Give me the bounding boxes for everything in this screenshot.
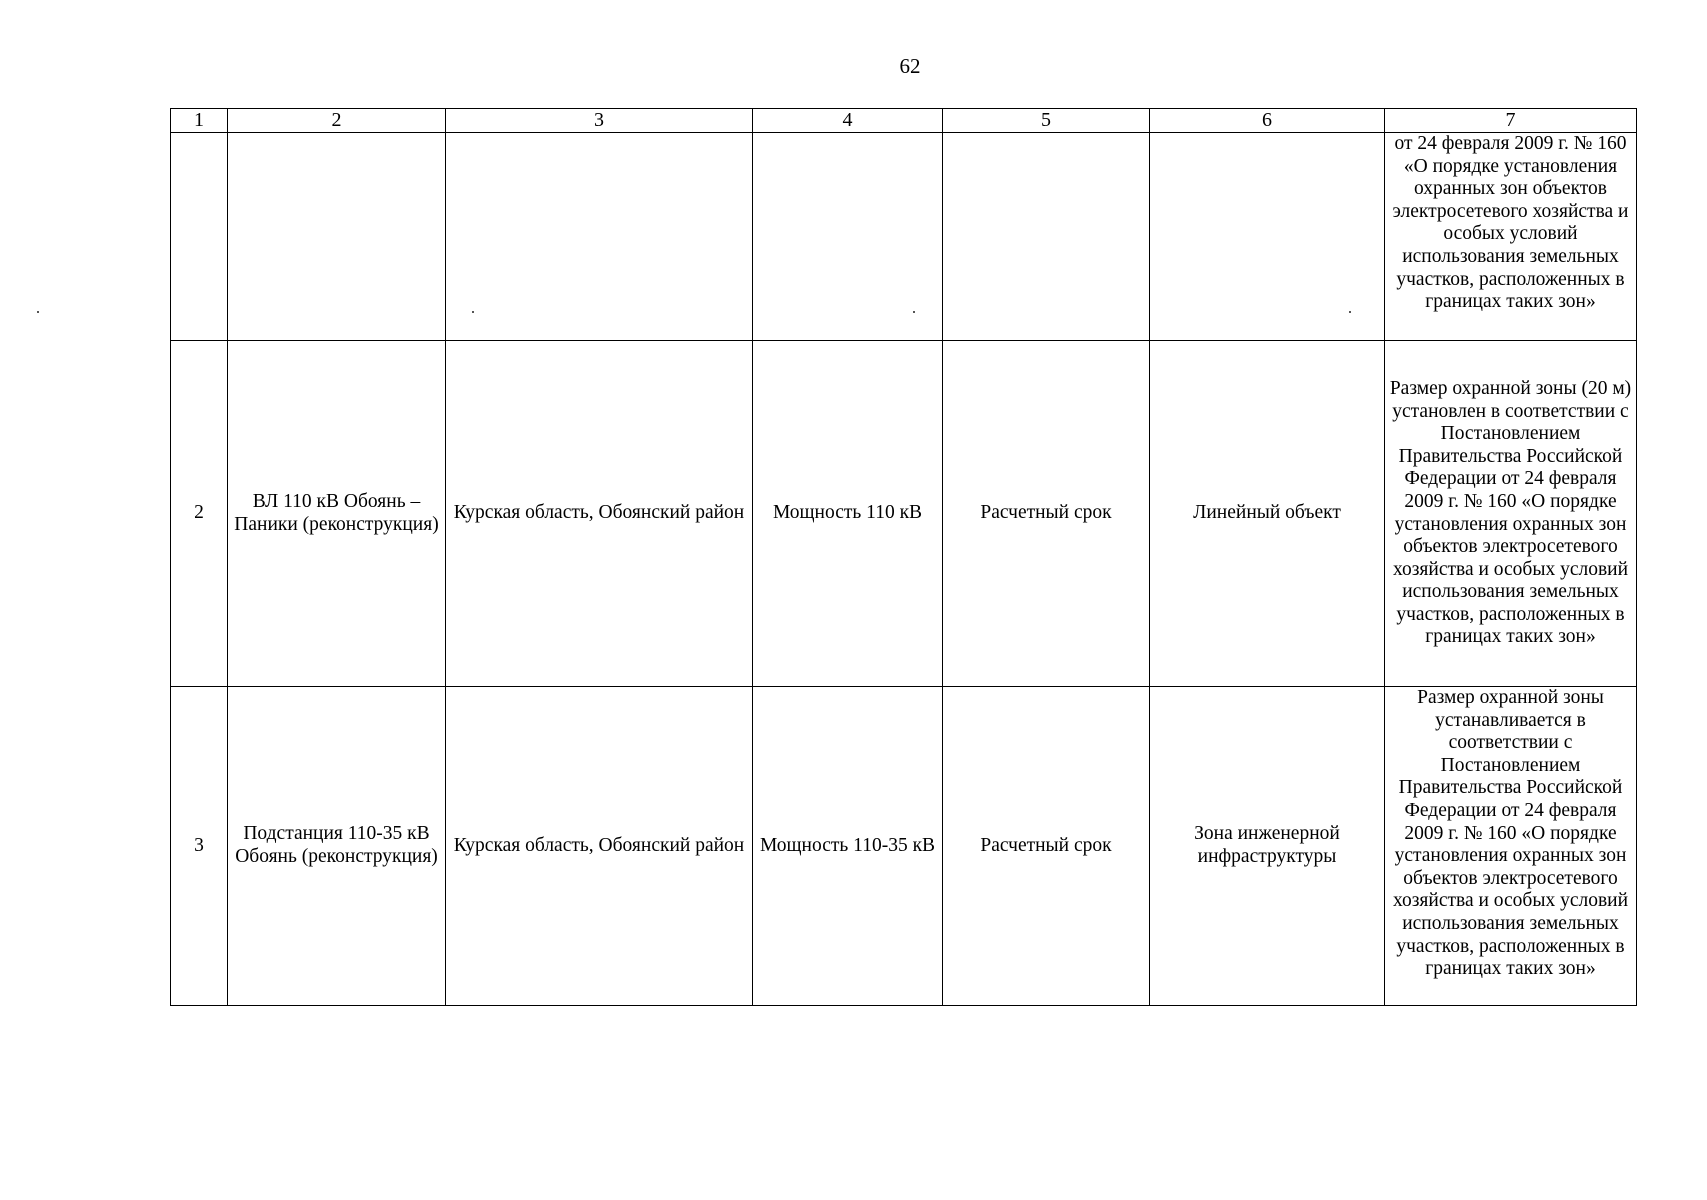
cell-name: Подстанция 110-35 кВ Обоянь (реконструкция) [228, 687, 446, 1006]
cell-capacity: Мощность 110-35 кВ [753, 687, 943, 1006]
column-number-3: 3 [446, 109, 753, 133]
column-number-2: 2 [228, 109, 446, 133]
cell-capacity: Мощность 110 кВ [753, 341, 943, 687]
cell-note: от 24 февраля 2009 г. № 160 «О порядке установления охранных зон объектов электросетевого хозяйства и особых условий использования земельных участков, расположенных в границах таких зон» [1385, 133, 1637, 341]
scan-speck [1349, 311, 1351, 313]
cell-term: Расчетный срок [943, 341, 1150, 687]
table-row-continuation [171, 133, 1637, 341]
page-number: 62 [899, 54, 921, 78]
column-number-4: 4 [753, 109, 943, 133]
cell-zone-type: Линейный объект [1150, 341, 1385, 687]
cell-zone-type: Зона инженерной инфраструктуры [1150, 687, 1385, 1006]
scan-speck [37, 311, 39, 313]
cell-note: Размер охранной зоны (20 м) установлен в соответствии с Постановлением Правительства Российской Федерации от 24 февраля 2009 г. № 160 «О порядке установления охранных зон объектов электросетевого хозяйства и особых условий использования земельных участков, расположенных в границах таких зон» [1385, 341, 1637, 687]
table-row [171, 341, 1637, 687]
cell-name: ВЛ 110 кВ Обоянь – Паники (реконструкция) [228, 341, 446, 687]
cell-number: 3 [171, 687, 228, 1006]
cell-location: Курская область, Обоянский район [446, 687, 753, 1006]
cell-location: Курская область, Обоянский район [446, 341, 753, 687]
cell-number: 2 [171, 341, 228, 687]
cell-capacity [753, 133, 943, 341]
cell-number [171, 133, 228, 341]
cell-note: Размер охранной зоны устанавливается в соответствии с Постановлением Правительства Российской Федерации от 24 февраля 2009 г. № 160 «О порядке установления охранных зон объектов электросетевого хозяйства и особых условий использования земельных участков, расположенных в границах таких зон» [1385, 687, 1637, 1006]
cell-term: Расчетный срок [943, 687, 1150, 1006]
column-number-1: 1 [171, 109, 228, 133]
column-number-6: 6 [1150, 109, 1385, 133]
cell-name [228, 133, 446, 341]
column-number-5: 5 [943, 109, 1150, 133]
data-table [170, 108, 1637, 1006]
column-number-row [171, 109, 1637, 133]
table-row [171, 687, 1637, 1006]
column-number-7: 7 [1385, 109, 1637, 133]
scan-speck [472, 311, 474, 313]
cell-zone-type [1150, 133, 1385, 341]
cell-term [943, 133, 1150, 341]
scan-speck [913, 311, 915, 313]
cell-location [446, 133, 753, 341]
